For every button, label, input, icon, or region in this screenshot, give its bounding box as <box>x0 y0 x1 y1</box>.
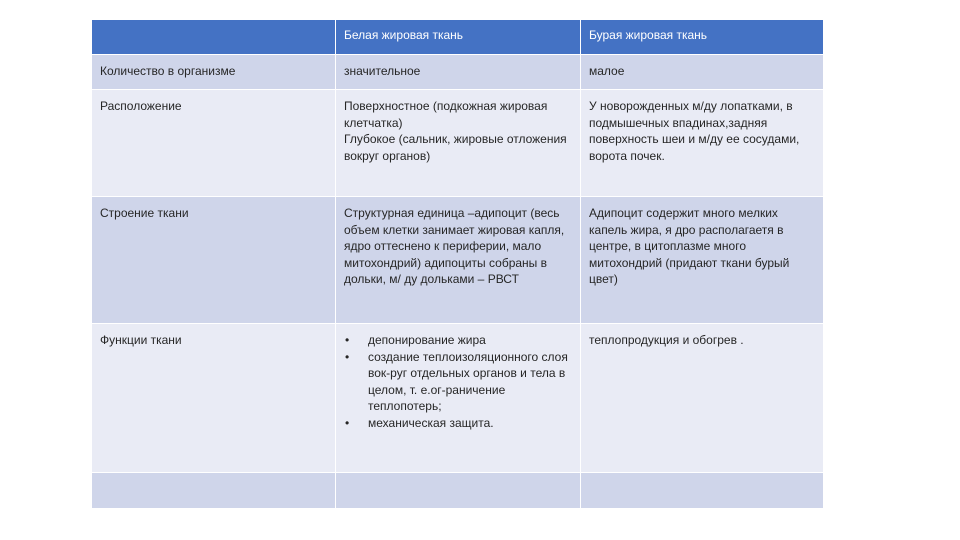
fat-tissue-comparison-table <box>91 19 824 509</box>
table-row-structure <box>92 197 824 324</box>
white-fat-amount: значительное <box>336 55 581 90</box>
white-fat-functions <box>336 324 581 473</box>
header-white-fat: Белая жировая ткань <box>336 20 581 55</box>
table-header-row <box>92 20 824 55</box>
brown-fat-structure: Адипоцит содержит много мелких капель жира, я дро располагаетя в центре, в цитоплазме много митохондрий (придают ткани бурый цвет) <box>581 197 824 324</box>
brown-fat-amount: малое <box>581 55 824 90</box>
list-item: • механическая защита. <box>344 415 574 432</box>
white-fat-functions-list <box>344 332 574 431</box>
white-fat-location-superficial: Поверхностное (подкожная жировая клетчатка) <box>344 99 548 130</box>
table-row-functions <box>92 324 824 473</box>
table-row-amount <box>92 55 824 90</box>
header-empty-cell <box>92 20 336 55</box>
empty-cell <box>92 473 336 509</box>
list-item: • создание теплоизоляционного слоя вок-руг отдельных органов и тела в целом, т. е.ог-раничение теплопотерь; <box>344 349 574 415</box>
list-item: • депонирование жира <box>344 332 574 349</box>
row-label-structure: Строение ткани <box>92 197 336 324</box>
header-brown-fat: Бурая жировая ткань <box>581 20 824 55</box>
white-fat-location-deep: Глубокое (сальник, жировые отложения вокруг органов) <box>344 132 567 163</box>
row-label-amount: Количество в организме <box>92 55 336 90</box>
empty-cell <box>581 473 824 509</box>
brown-fat-location: У новорожденных м/ду лопатками, в подмышечных впадинах,задняя поверхность шеи и м/ду ее сосудами, ворота почек. <box>581 90 824 197</box>
table-row-empty <box>92 473 824 509</box>
white-fat-location <box>336 90 581 197</box>
row-label-location: Расположение <box>92 90 336 197</box>
empty-cell <box>336 473 581 509</box>
brown-fat-functions: теплопродукция и обогрев . <box>581 324 824 473</box>
table-row-location <box>92 90 824 197</box>
white-fat-structure: Структурная единица –адипоцит (весь объем клетки занимает жировая капля, ядро оттеснено к периферии, мало митохондрий) адипоциты собраны в дольки, м/ ду дольками – РВСТ <box>336 197 581 324</box>
row-label-functions: Функции ткани <box>92 324 336 473</box>
